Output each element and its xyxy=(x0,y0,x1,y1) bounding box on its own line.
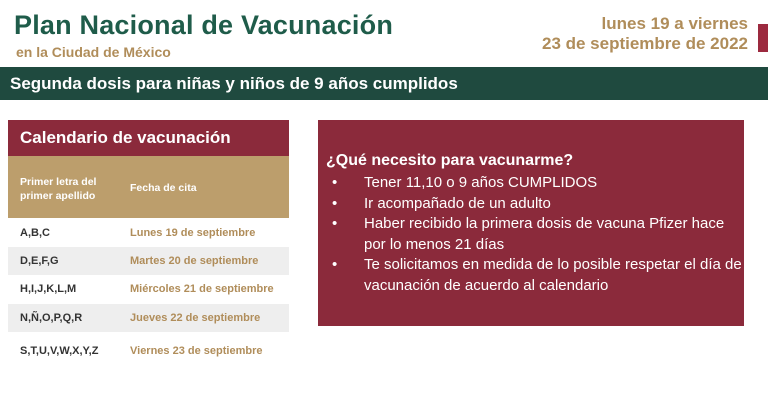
row-date: Viernes 23 de septiembre xyxy=(130,345,263,357)
page-title: Plan Nacional de Vacunación xyxy=(14,10,394,40)
list-item: • Ir acompañado de un adulto xyxy=(332,194,742,215)
banner-text: Segunda dosis para niñas y niños de 9 años cumplidos xyxy=(10,74,458,93)
row-letters: D,E,F,G xyxy=(20,255,59,267)
column-header-letter-line-2: primer apellido xyxy=(20,190,96,202)
table-row xyxy=(8,247,289,275)
row-letters: A,B,C xyxy=(20,227,50,239)
row-letters: H,I,J,K,L,M xyxy=(20,283,77,295)
requirements-panel xyxy=(318,120,744,326)
row-date: Martes 20 de septiembre xyxy=(130,255,259,267)
requirements-list xyxy=(332,173,742,296)
table-row xyxy=(8,337,289,365)
row-letters: S,T,U,V,W,X,Y,Z xyxy=(20,345,99,357)
column-header-date: Fecha de cita xyxy=(130,182,197,194)
table-row xyxy=(8,304,289,332)
requirements-title: ¿Qué necesito para vacunarme? xyxy=(326,152,574,169)
calendar-header xyxy=(8,120,289,156)
column-header-letter-line-1: Primer letra del xyxy=(20,176,97,188)
date-range-line-2: 23 de septiembre de 2022 xyxy=(541,34,748,53)
announcement-banner xyxy=(0,67,768,100)
date-range-line-1: lunes 19 a viernes xyxy=(601,14,748,33)
row-date: Miércoles 21 de septiembre xyxy=(130,283,274,295)
calendar-column-headers xyxy=(8,156,289,218)
date-range xyxy=(542,14,748,54)
row-date: Jueves 22 de septiembre xyxy=(130,312,261,324)
list-item: • Haber recibido la primera dosis de vacuna Pfizer hace por lo menos 21 días xyxy=(332,214,742,255)
list-item: • Tener 11,10 o 9 años CUMPLIDOS xyxy=(332,173,742,194)
accent-bar xyxy=(758,24,768,52)
table-row xyxy=(8,275,289,303)
calendar-title: Calendario de vacunación xyxy=(20,128,231,147)
list-item: • Te solicitamos en medida de lo posible respetar el día de vacunación de acuerdo al calendario xyxy=(332,255,742,296)
column-header-letter xyxy=(20,175,96,203)
page-subtitle: en la Ciudad de México xyxy=(16,44,171,60)
row-date: Lunes 19 de septiembre xyxy=(130,227,256,239)
table-row xyxy=(8,219,289,247)
row-letters: N,Ñ,O,P,Q,R xyxy=(20,312,83,324)
